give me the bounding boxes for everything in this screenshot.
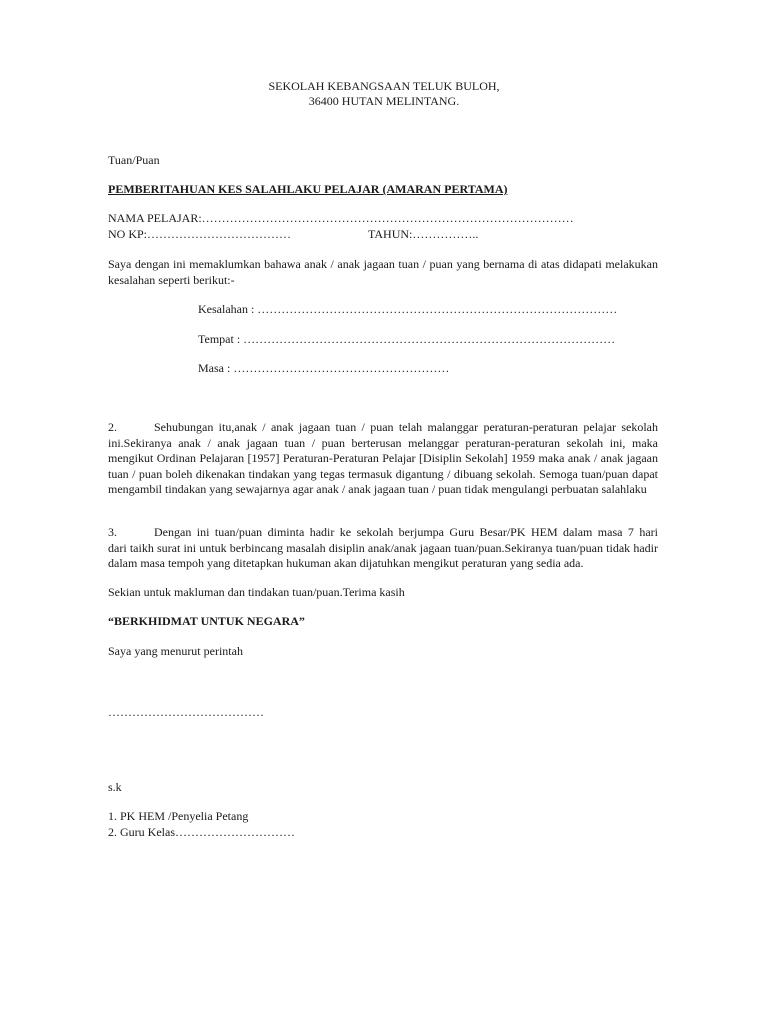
- paragraph-2-body: ini.Sekiranya anak / anak jagaan tuan / puan berterusan melanggar peraturan-peraturan sekolah ini, maka mengikut Ordinan Pelajaran [1957] Peraturan-Peraturan Pelajar [Disiplin Sekolah] 1959 maka anak / anak jagaan tuan / puan boleh dikenakan tindakan yang tegas termasuk digantung / dibuang sekolah. Semoga tuan/puan dapat mengambil tindakan yang sewajarnya agar anak / anak jagaan tuan / puan tidak mengulangi perbuatan salahlaku: [108, 435, 658, 496]
- paragraph-2-first-line: [108, 420, 658, 436]
- school-address: 36400 HUTAN MELINTANG.: [308, 94, 460, 108]
- subject-heading: PEMBERITAHUAN KES SALAHLAKU PELAJAR (AMARAN PERTAMA): [108, 182, 508, 196]
- time-field: Masa : ………………………………………………: [198, 361, 450, 375]
- offence-field: Kesalahan : ………………………………………………………………………………: [198, 302, 618, 316]
- paragraph-3-lead: Dengan ini tuan/puan diminta hadir ke sekolah berjumpa Guru Besar/PK HEM dalam masa 7 hari: [154, 525, 658, 539]
- student-name-field: NAMA PELAJAR:…………………………………………………………………………………: [108, 211, 574, 225]
- motto: “BERKHIDMAT UNTUK NEGARA”: [108, 614, 305, 628]
- cc-label: s.k: [108, 780, 122, 794]
- paragraph-3-first-line: [108, 525, 658, 541]
- salutation: Tuan/Puan: [108, 153, 160, 167]
- place-field: Tempat : …………………………………………………………………………………: [198, 332, 616, 346]
- student-ic-field: NO KP:………………………………: [108, 227, 292, 241]
- paragraph-3-number: 3.: [108, 525, 117, 539]
- intro-paragraph: Saya dengan ini memaklumkan bahawa anak / anak jagaan tuan / puan yang bernama di atas didapati melakukan kesalahan seperti berikut:-: [108, 257, 658, 287]
- paragraph-2-number: 2.: [108, 420, 117, 434]
- student-year-field: TAHUN:……………..: [368, 227, 479, 241]
- paragraph-3: [108, 525, 658, 572]
- signature-line: …………………………………: [108, 705, 264, 719]
- paragraph-3-body: dari taikh surat ini untuk berbincang masalah disiplin anak/anak jagaan tuan/puan.Sekiranya tuan/puan tidak hadir dalam masa tempoh yang ditetapkan hukuman akan dijatuhkan mengikut peraturan yang sedia ada.: [108, 540, 658, 570]
- cc-item: 2. Guru Kelas…………………………: [108, 825, 295, 839]
- paragraph-2-lead: Sehubungan itu,anak / anak jagaan tuan / puan telah malanggar peraturan-peraturan pelajar sekolah: [154, 420, 658, 434]
- signoff: Saya yang menurut perintah: [108, 644, 243, 658]
- cc-item: 1. PK HEM /Penyelia Petang: [108, 809, 249, 823]
- paragraph-2: [108, 420, 658, 498]
- school-name: SEKOLAH KEBANGSAAN TELUK BULOH,: [268, 79, 500, 93]
- closing-line: Sekian untuk makluman dan tindakan tuan/puan.Terima kasih: [108, 585, 405, 599]
